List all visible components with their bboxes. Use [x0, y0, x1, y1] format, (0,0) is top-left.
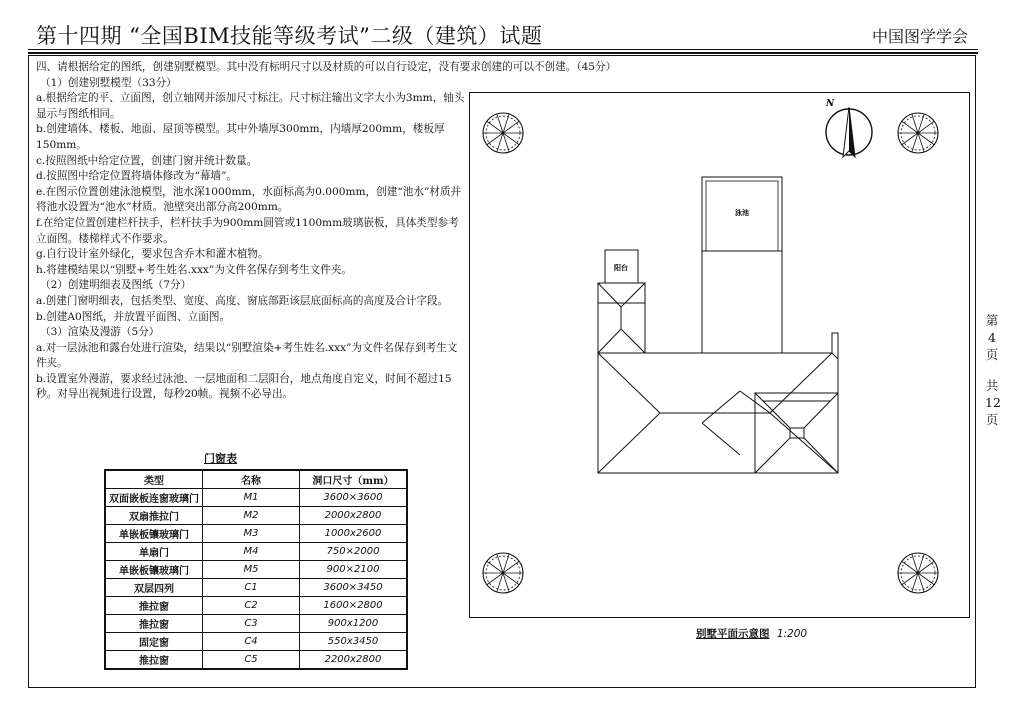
cell-size: 550x3450: [300, 633, 408, 651]
cell-name: C4: [203, 633, 300, 651]
task-text: [36, 60, 617, 403]
cell-name: M4: [203, 543, 300, 561]
task-item: b.创建墙体、楼板、地面、屋顶等模型。其中外墙厚300mm，内墙厚200mm，楼板厚150mm。: [36, 123, 445, 151]
balcony: [605, 250, 638, 283]
page-unit: 页: [985, 347, 999, 362]
balcony-label: 阳台: [614, 263, 628, 272]
cell-type: 双面嵌板连窗玻璃门: [105, 489, 203, 507]
table-row: [105, 615, 407, 633]
cell-name: M3: [203, 525, 300, 543]
terrace: [702, 251, 782, 353]
north-arrow: [825, 99, 872, 157]
cell-name: C5: [203, 651, 300, 670]
north-label: N: [826, 99, 835, 109]
door-window-table: [104, 469, 408, 670]
cell-size: 2000x2800: [300, 507, 408, 525]
task-item: c.按照图纸中给定位置，创建门窗并统计数量。: [36, 154, 258, 167]
drawing-caption: [696, 626, 807, 641]
cell-type: 单嵌板镶玻璃门: [105, 561, 203, 579]
task-item: d.按照图中给定位置将墙体修改为“幕墙”。: [36, 170, 238, 183]
cell-name: M5: [203, 561, 300, 579]
cell-type: 双扇推拉门: [105, 507, 203, 525]
table-row: [105, 579, 407, 597]
task-item: e.在图示位置创建泳池模型，池水深1000mm，水面标高为0.000mm，创建“池水”材质并将池水设置为“池水”材质。池壁突出部分高200mm。: [36, 185, 462, 214]
task-item: b.创建A0图纸，并放置平面图、立面图。: [36, 310, 231, 323]
table-row: [105, 651, 407, 670]
caption-text: 别墅平面示意图: [696, 628, 770, 640]
task-item: h.将建模结果以“别墅+考生姓名.xxx”为文件名保存到考生文件夹。: [36, 263, 353, 276]
cell-size: 1600×2800: [300, 597, 408, 615]
cell-name: C2: [203, 597, 300, 615]
cell-size: 2200x2800: [300, 651, 408, 670]
table-row: [105, 633, 407, 651]
tree-symbol: [898, 553, 938, 593]
cell-type: 单嵌板镶玻璃门: [105, 525, 203, 543]
section-heading: （3）渲染及漫游（5分）: [40, 326, 160, 339]
site-plan-frame: [469, 92, 970, 618]
house-roof: [598, 283, 838, 473]
page-title: 第十四期 “全国BIM技能等级考试”二级（建筑）试题: [36, 24, 543, 48]
page-indicator: [985, 312, 999, 428]
tree-symbol: [483, 553, 523, 593]
table-row: [105, 597, 407, 615]
site-plan-drawing: [470, 93, 969, 617]
cell-name: C3: [203, 615, 300, 633]
cell-size: 1000x2600: [300, 525, 408, 543]
table-row: [105, 543, 407, 561]
page-char: 第: [985, 313, 999, 328]
cell-size: 750×2000: [300, 543, 408, 561]
section-heading: （1）创建别墅模型（33分）: [40, 76, 177, 89]
table-title: 门窗表: [204, 452, 237, 465]
table-header-row: [105, 470, 407, 489]
header-rule-thick: [28, 52, 978, 54]
cell-size: 900x1200: [300, 615, 408, 633]
cell-name: C1: [203, 579, 300, 597]
table-row: [105, 507, 407, 525]
cell-size: 3600×3450: [300, 579, 408, 597]
cell-type: 双层四列: [105, 579, 203, 597]
task-item: g.自行设计室外绿化，要求包含乔木和灌木植物。: [36, 248, 269, 261]
header-size: 洞口尺寸（mm）: [300, 470, 408, 489]
total-number: 12: [985, 395, 1001, 410]
section-heading: （2）创建明细表及图纸（7分）: [40, 279, 192, 292]
task-title: 四、请根据给定的图纸，创建别墅模型。其中没有标明尺寸以及材质的可以自行设定，没有要求创建的可以不创建。（45分）: [36, 61, 617, 73]
table-row: [105, 525, 407, 543]
task-item: f.在给定位置创建栏杆扶手，栏杆扶手为900mm圆管或1100mm玻璃嵌板，具体类型参考立面图。楼梯样式不作要求。: [36, 216, 459, 245]
cell-type: 推拉窗: [105, 615, 203, 633]
task-item: a.创建门窗明细表，包括类型、宽度、高度、窗底部距该层底面标高的高度及合计字段。: [36, 294, 449, 307]
total-char: 共: [985, 378, 999, 393]
page-number: 4: [988, 330, 996, 345]
header-name: 名称: [203, 470, 300, 489]
table-row: [105, 561, 407, 579]
table-row: [105, 489, 407, 507]
caption-scale: 1:200: [776, 628, 808, 640]
cell-type: 固定窗: [105, 633, 203, 651]
pool-label: 泳池: [735, 208, 749, 217]
cell-name: M1: [203, 489, 300, 507]
tree-symbol: [483, 113, 523, 153]
tree-symbol: [898, 113, 938, 153]
task-item: b.设置室外漫游，要求经过泳池、一层地面和二层阳台，地点角度自定义，时间不超过15秒。对导出视频进行设置，每秒20帧。视频不必导出。: [36, 372, 452, 401]
cell-type: 推拉窗: [105, 651, 203, 670]
pool: [702, 177, 782, 251]
cell-type: 单扇门: [105, 543, 203, 561]
total-unit: 页: [985, 412, 999, 427]
header-rule: [28, 49, 978, 50]
cell-size: 900×2100: [300, 561, 408, 579]
cell-type: 推拉窗: [105, 597, 203, 615]
task-item: a.根据给定的平、立面图，创立轴网并添加尺寸标注。尺寸标注输出文字大小为3mm，轴头显示与图纸相同。: [36, 92, 465, 120]
task-item: a.对一层泳池和露台处进行渲染，结果以“别墅渲染+考生姓名.xxx”为文件名保存到考生文件夹。: [36, 341, 458, 370]
header-type: 类型: [105, 470, 203, 489]
cell-name: M2: [203, 507, 300, 525]
cell-size: 3600×3600: [300, 489, 408, 507]
organization-name: 中国图学学会: [871, 27, 968, 46]
